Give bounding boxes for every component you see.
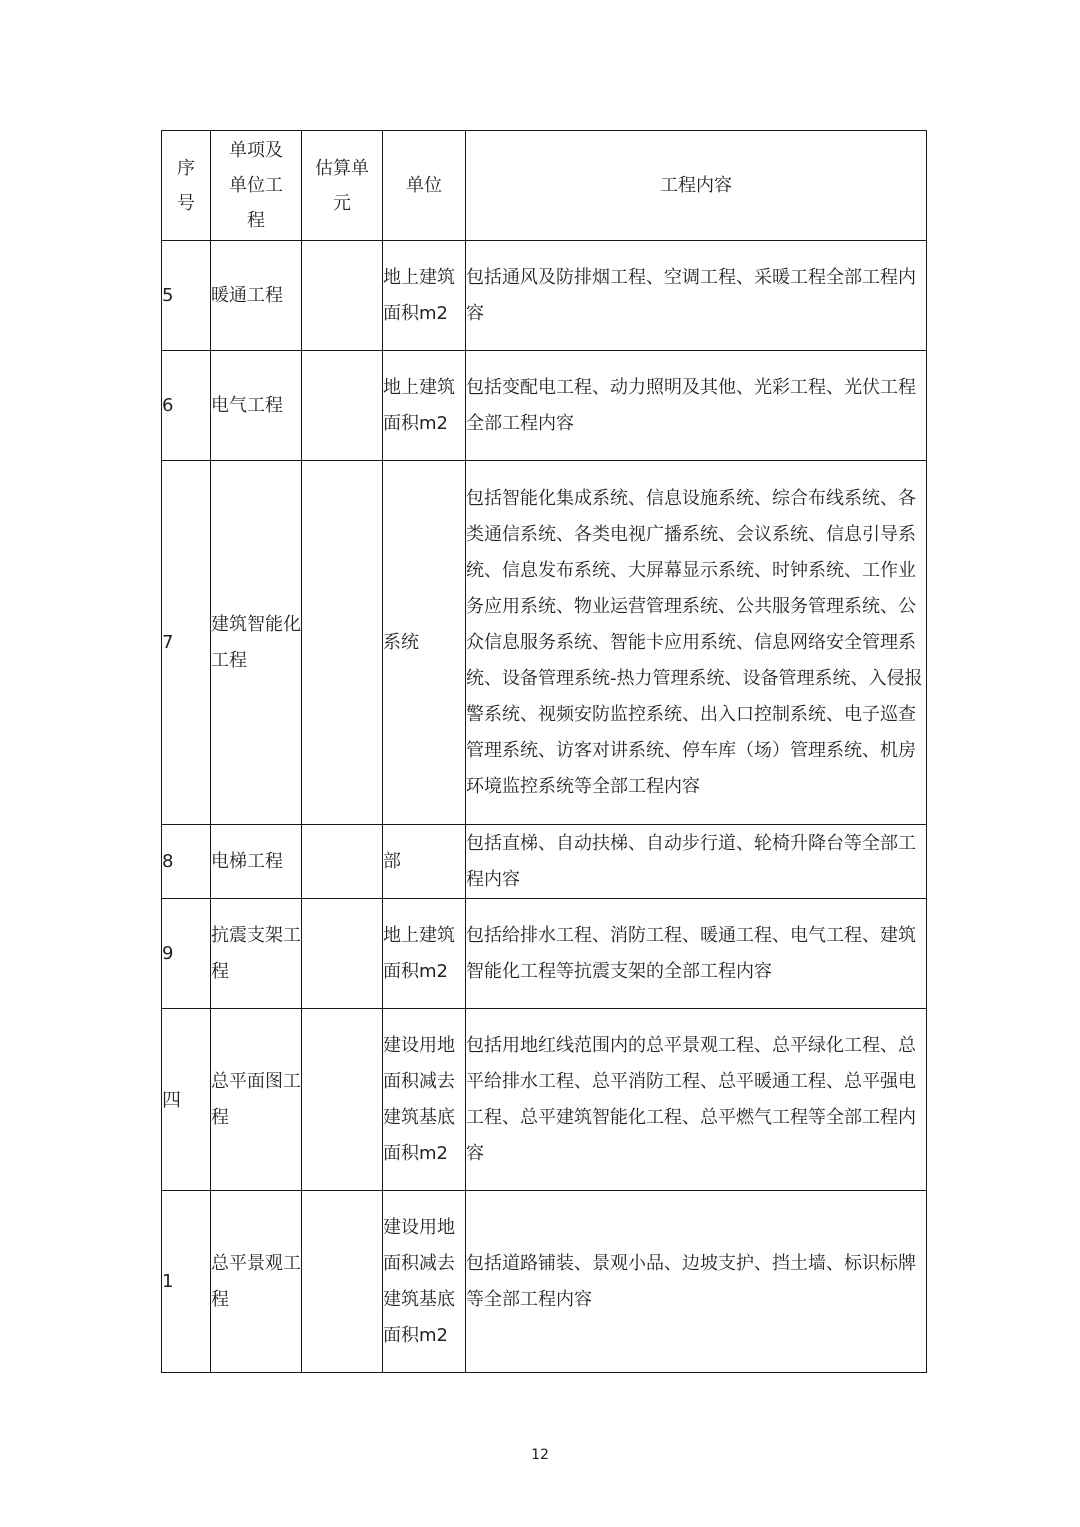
row-unit: 系统 [383, 461, 466, 825]
header-no: 序号 [162, 131, 211, 241]
row-content: 包括智能化集成系统、信息设施系统、综合布线系统、各类通信系统、各类电视广播系统、会议系统、信息引导系统、信息发布系统、大屏幕显示系统、时钟系统、工作业务应用系统、物业运营管理系统、公共服务管理系统、公众信息服务系统、智能卡应用系统、信息网络安全管理系统、设备管理系统-热力管理系统、设备管理系统、入侵报警系统、视频安防监控系统、出入口控制系统、电子巡查管理系统、访客对讲系统、停车库（场）管理系统、机房环境监控系统等全部工程内容 [466, 461, 927, 825]
header-estimate: 估算单元 [302, 131, 383, 241]
row-no: 8 [162, 825, 211, 899]
row-content: 包括通风及防排烟工程、空调工程、采暖工程全部工程内容 [466, 241, 927, 351]
row-no: 7 [162, 461, 211, 825]
row-no: 5 [162, 241, 211, 351]
row-content: 包括变配电工程、动力照明及其他、光彩工程、光伏工程全部工程内容 [466, 351, 927, 461]
table-row [162, 1009, 927, 1191]
row-unit: 建设用地面积减去建筑基底面积m2 [383, 1009, 466, 1191]
row-unit: 建设用地面积减去建筑基底面积m2 [383, 1191, 466, 1373]
header-item: 单项及单位工程 [211, 131, 302, 241]
row-item: 暖通工程 [211, 241, 302, 351]
row-estimate [302, 241, 383, 351]
row-unit: 部 [383, 825, 466, 899]
row-content: 包括道路铺装、景观小品、边坡支护、挡土墙、标识标牌等全部工程内容 [466, 1191, 927, 1373]
row-item: 电气工程 [211, 351, 302, 461]
header-unit: 单位 [383, 131, 466, 241]
row-estimate [302, 1009, 383, 1191]
row-content: 包括直梯、自动扶梯、自动步行道、轮椅升降台等全部工程内容 [466, 825, 927, 899]
row-unit: 地上建筑面积m2 [383, 899, 466, 1009]
row-content: 包括用地红线范围内的总平景观工程、总平绿化工程、总平给排水工程、总平消防工程、总平暖通工程、总平强电工程、总平建筑智能化工程、总平燃气工程等全部工程内容 [466, 1009, 927, 1191]
table-header-row [162, 131, 927, 241]
row-item: 电梯工程 [211, 825, 302, 899]
row-no: 1 [162, 1191, 211, 1373]
row-item: 建筑智能化工程 [211, 461, 302, 825]
table-row [162, 461, 927, 825]
row-no: 9 [162, 899, 211, 1009]
row-estimate [302, 899, 383, 1009]
table-row [162, 241, 927, 351]
row-item: 总平景观工程 [211, 1191, 302, 1373]
table-row [162, 351, 927, 461]
engineering-scope-table [161, 130, 927, 1373]
row-no: 四 [162, 1009, 211, 1191]
row-item: 抗震支架工程 [211, 899, 302, 1009]
row-estimate [302, 461, 383, 825]
row-estimate [302, 351, 383, 461]
row-no: 6 [162, 351, 211, 461]
header-content: 工程内容 [466, 131, 927, 241]
row-unit: 地上建筑面积m2 [383, 351, 466, 461]
row-item: 总平面图工程 [211, 1009, 302, 1191]
table-row [162, 899, 927, 1009]
page-number: 12 [531, 1447, 549, 1463]
row-estimate [302, 825, 383, 899]
row-estimate [302, 1191, 383, 1373]
table-row [162, 1191, 927, 1373]
table-row [162, 825, 927, 899]
row-content: 包括给排水工程、消防工程、暖通工程、电气工程、建筑智能化工程等抗震支架的全部工程内容 [466, 899, 927, 1009]
row-unit: 地上建筑面积m2 [383, 241, 466, 351]
